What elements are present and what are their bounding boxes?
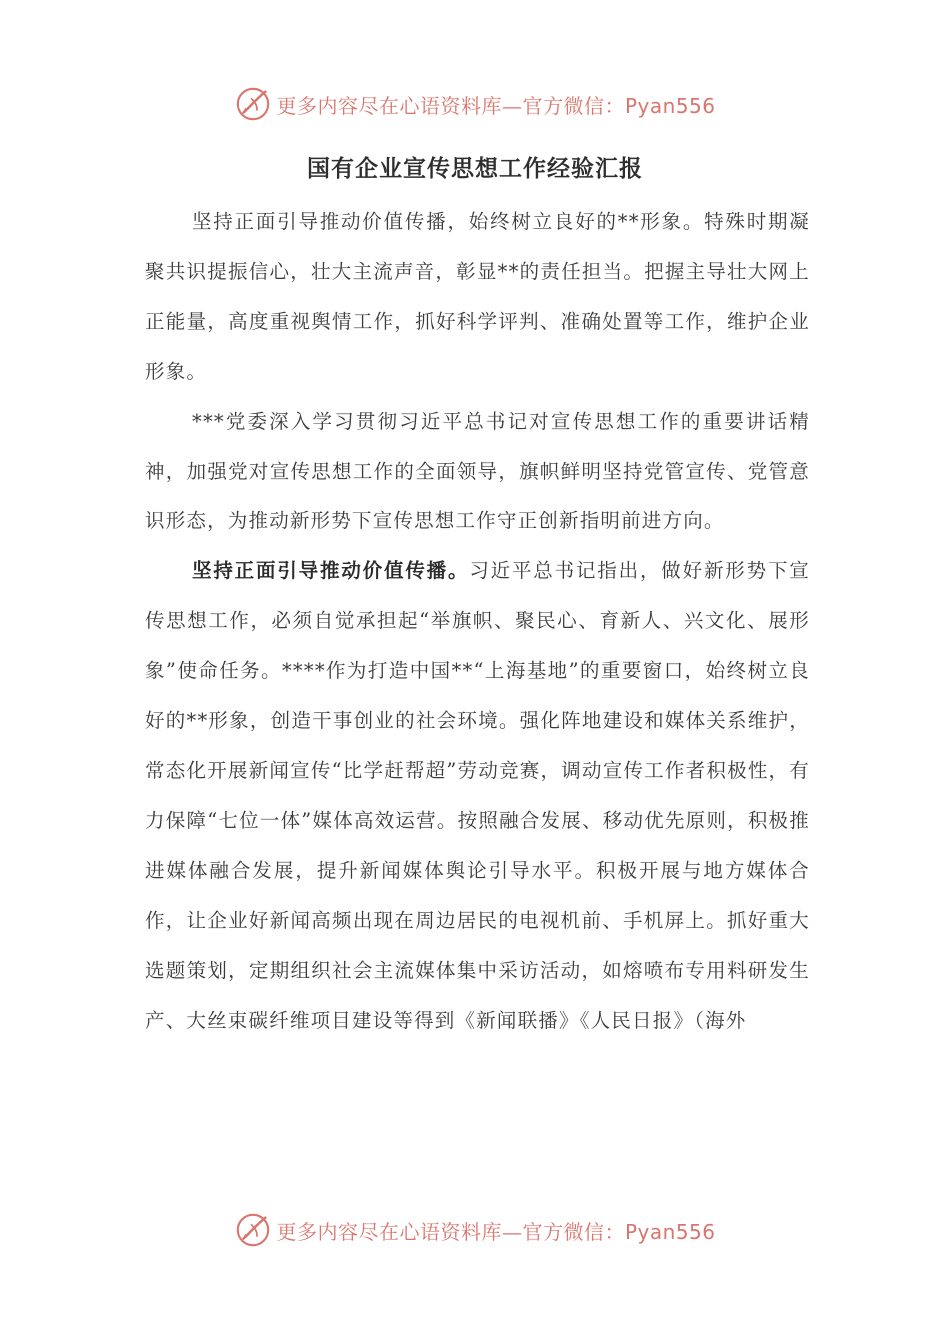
paragraph-1: [145, 197, 810, 397]
pen-nib-logo-icon: [234, 1211, 272, 1249]
header-banner: [0, 82, 950, 126]
header-wechat-id: Pyan556: [624, 93, 716, 118]
paragraph-2-text: ***党委深入学习贯彻习近平总书记对宣传思想工作的重要讲话精神，加强党对宣传思想工作的全面领导，旗帜鲜明坚持党管宣传、党管意识形态，为推动新形势下宣传思想工作守正创新指明前进方向。: [145, 409, 810, 533]
pen-nib-logo-icon: [234, 85, 272, 123]
footer-banner-label: 更多内容尽在心语资料库—官方微信：: [276, 1219, 625, 1244]
paragraph-2: [145, 397, 810, 547]
paragraph-3-text: 习近平总书记指出，做好新形势下宣传思想工作，必须自觉承担起“举旗帜、聚民心、育新人、兴文化、展形象”使命任务。****作为打造中国**“上海基地”的重要窗口，始终树立良好的**形象，创造干事创业的社会环境。强化阵地建设和媒体关系维护，常态化开展新闻宣传“比学赶帮超”劳动竞赛，调动宣传工作者积极性，有力保障“七位一体”媒体高效运营。按照融合发展、移动优先原则，积极推进媒体融合发展，提升新闻媒体舆论引导水平。积极开展与地方媒体合作，让企业好新闻高频出现在周边居民的电视机前、手机屏上。抓好重大选题策划，定期组织社会主流媒体集中采访活动，如熔喷布专用料研发生产、大丝束碳纤维项目建设等得到《新闻联播》《人民日报》（海外: [145, 559, 810, 1032]
footer-banner: [0, 1208, 950, 1252]
footer-banner-text: [276, 1216, 715, 1245]
document-title: 国有企业宣传思想工作经验汇报: [307, 156, 643, 182]
document-body: [145, 197, 810, 1045]
paragraph-3: [145, 546, 810, 1045]
footer-banner-inner: [234, 1211, 715, 1249]
paragraph-1-text: 坚持正面引导推动价值传播，始终树立良好的**形象。特殊时期凝聚共识提振信心，壮大主流声音，彰显**的责任担当。把握主导壮大网上正能量，高度重视舆情工作，抓好科学评判、准确处置等工作，维护企业形象。: [145, 210, 810, 383]
header-banner-text: [276, 90, 715, 119]
header-banner-label: 更多内容尽在心语资料库—官方微信：: [276, 93, 625, 118]
paragraph-3-lead: 坚持正面引导推动价值传播。: [192, 559, 470, 583]
footer-wechat-id: Pyan556: [624, 1219, 716, 1244]
header-banner-inner: [234, 85, 715, 123]
